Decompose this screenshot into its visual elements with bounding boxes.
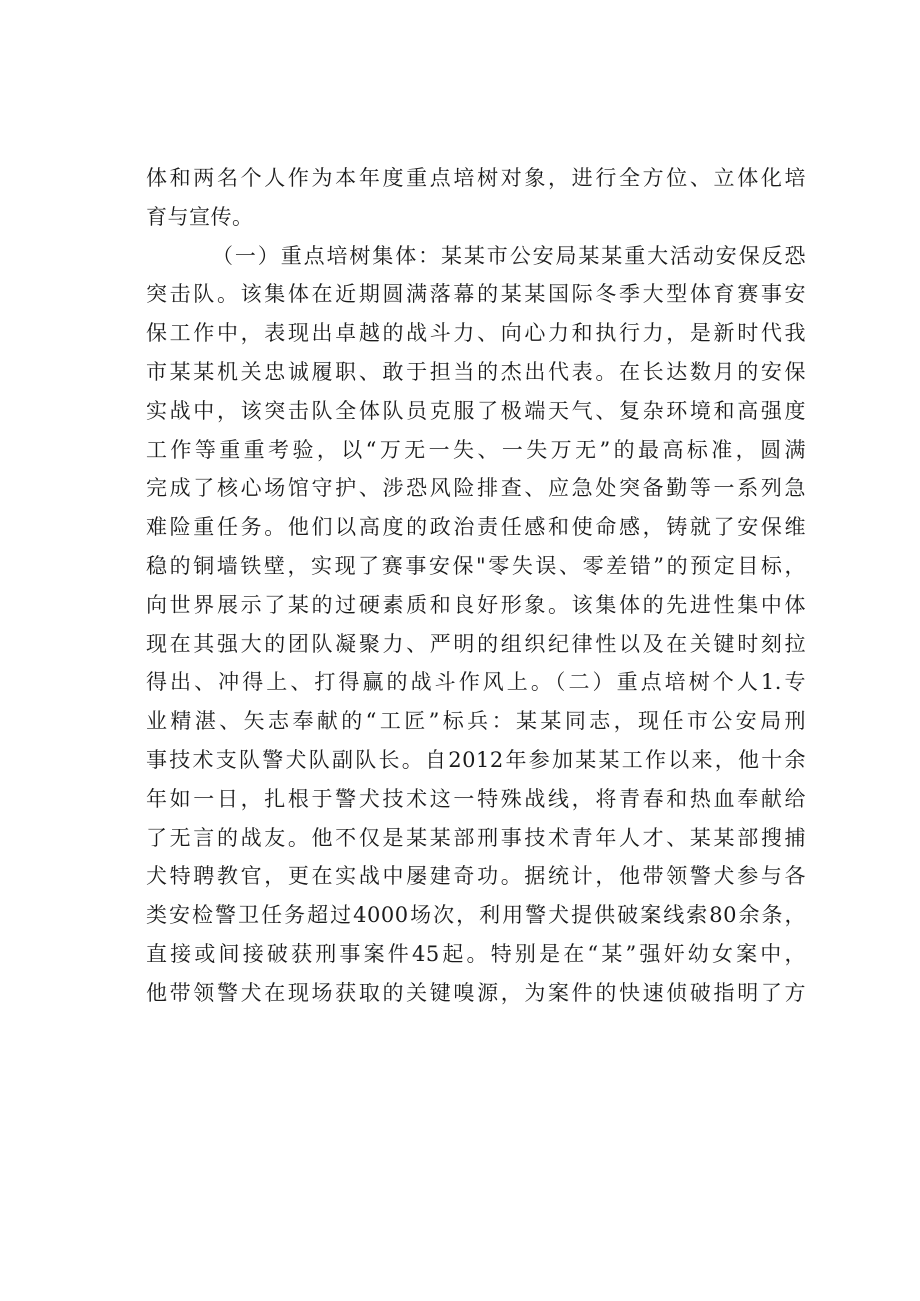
text-line: 突击队。该集体在近期圆满落幕的某某国际冬季大型体育赛事安 <box>146 282 806 307</box>
body-text <box>146 159 806 1013</box>
text-line: 实战中，该突击队全体队员克服了极端天气、复杂环境和高强度 <box>146 398 806 423</box>
text-line: 犬特聘教官，更在实战中屡建奇功。据统计，他带领警犬参与各 <box>146 864 806 889</box>
text-line: 稳的铜墙铁壁，实现了赛事安保"零失误、零差错”的预定目标， <box>146 553 806 578</box>
text-line: 他带领警犬在现场获取的关键嗅源，为案件的快速侦破指明了方 <box>146 980 806 1005</box>
text-line: 体和两名个人作为本年度重点培树对象，进行全方位、立体化培 <box>146 166 806 190</box>
text-line: 现在其强大的团队凝聚力、严明的组织纪律性以及在关键时刻拉 <box>146 631 806 656</box>
text-line: 市某某机关忠诚履职、敢于担当的杰出代表。在长达数月的安保 <box>146 359 806 384</box>
text-line: 工作等重重考验，以“万无一失、一失万无”的最高标准，圆满 <box>146 437 806 462</box>
text-line: 向世界展示了某的过硬素质和良好形象。该集体的先进性集中体 <box>146 592 806 617</box>
text-line: 完成了核心场馆守护、涉恐风险排查、应急处突备勤等一系列急 <box>146 476 806 501</box>
text-line: 业精湛、矢志奉献的“工匠”标兵：某某同志，现任市公安局刑 <box>146 709 806 734</box>
text-line: 类安检警卫任务超过4000场次，利用警犬提供破案线索80余条， <box>146 903 806 928</box>
text-line: 事技术支队警犬队副队长。自2012年参加某某工作以来，他十余 <box>146 747 806 772</box>
text-line: 直接或间接破获刑事案件45起。特别是在“某”强奸幼女案中， <box>146 941 806 966</box>
section-heading-line: （一）重点培树集体：某某市公安局某某重大活动安保反恐 <box>212 243 806 268</box>
text-line: 保工作中，表现出卓越的战斗力、向心力和执行力，是新时代我 <box>146 321 806 346</box>
text-line: 了无言的战友。他不仅是某某部刑事技术青年人才、某某部搜捕 <box>146 825 806 850</box>
text-line: 年如一日，扎根于警犬技术这一特殊战线，将青春和热血奉献给 <box>146 786 806 811</box>
text-line: 育与宣传。 <box>146 204 254 229</box>
text-line: 得出、冲得上、打得赢的战斗作风上。（二）重点培树个人1.专 <box>146 670 806 695</box>
text-line: 难险重任务。他们以高度的政治责任感和使命感，铸就了安保维 <box>146 515 806 540</box>
